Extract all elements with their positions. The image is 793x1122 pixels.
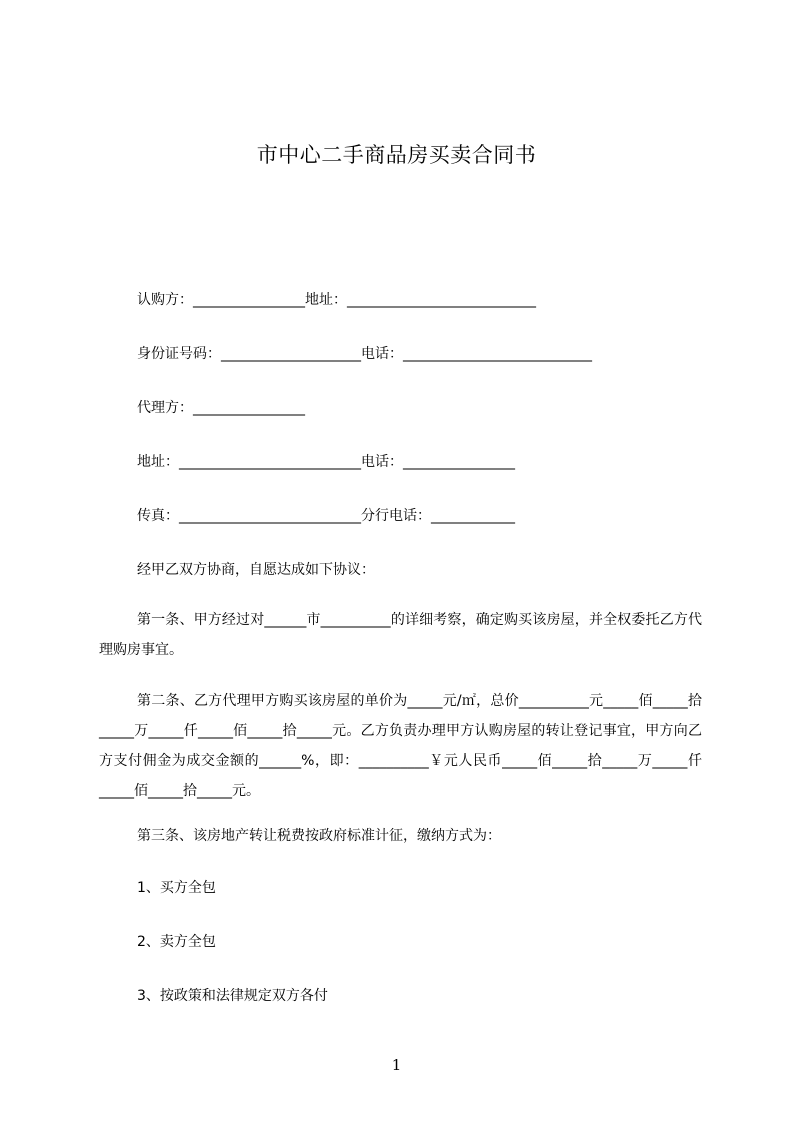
fax-line: 传真：__________________________分行电话：____________: [137, 508, 515, 524]
document-title: 市中心二手商品房买卖合同书: [256, 143, 537, 167]
agreement-intro: 经甲乙双方协商，自愿达成如下协议：: [137, 562, 375, 578]
agent-address-line: 地址：__________________________电话：________________: [137, 454, 515, 470]
article-2: 第二条、乙方代理甲方购买该房屋的单价为_____元/㎡，总价__________元_____佰_____拾_____万_____仟_____佰_____拾_____元。乙方负责办理甲方认购房屋的转让登记事宜，甲方向乙方支付佣金为成交金额的______%，即：__________￥元人民币_____佰_____拾_____万_____仟_____佰_____拾_____元。: [99, 693, 702, 799]
article-1: 第一条、甲方经过对______市__________的详细考察，确定购买该房屋，并全权委托乙方代理购房事宜。: [99, 612, 702, 658]
option-3: 3、按政策和法律规定双方各付: [137, 988, 328, 1004]
page-number: 1: [391, 1056, 402, 1074]
agent-line: 代理方：________________: [137, 400, 305, 416]
id-phone-line: 身份证号码：____________________电话：___________________________: [137, 346, 592, 362]
option-2: 2、卖方全包: [137, 934, 216, 950]
article-3: 第三条、该房地产转让税费按政府标准计征，缴纳方式为：: [137, 828, 501, 844]
buyer-line: 认购方：________________地址：___________________________: [137, 292, 536, 308]
option-1: 1、买方全包: [137, 880, 216, 896]
